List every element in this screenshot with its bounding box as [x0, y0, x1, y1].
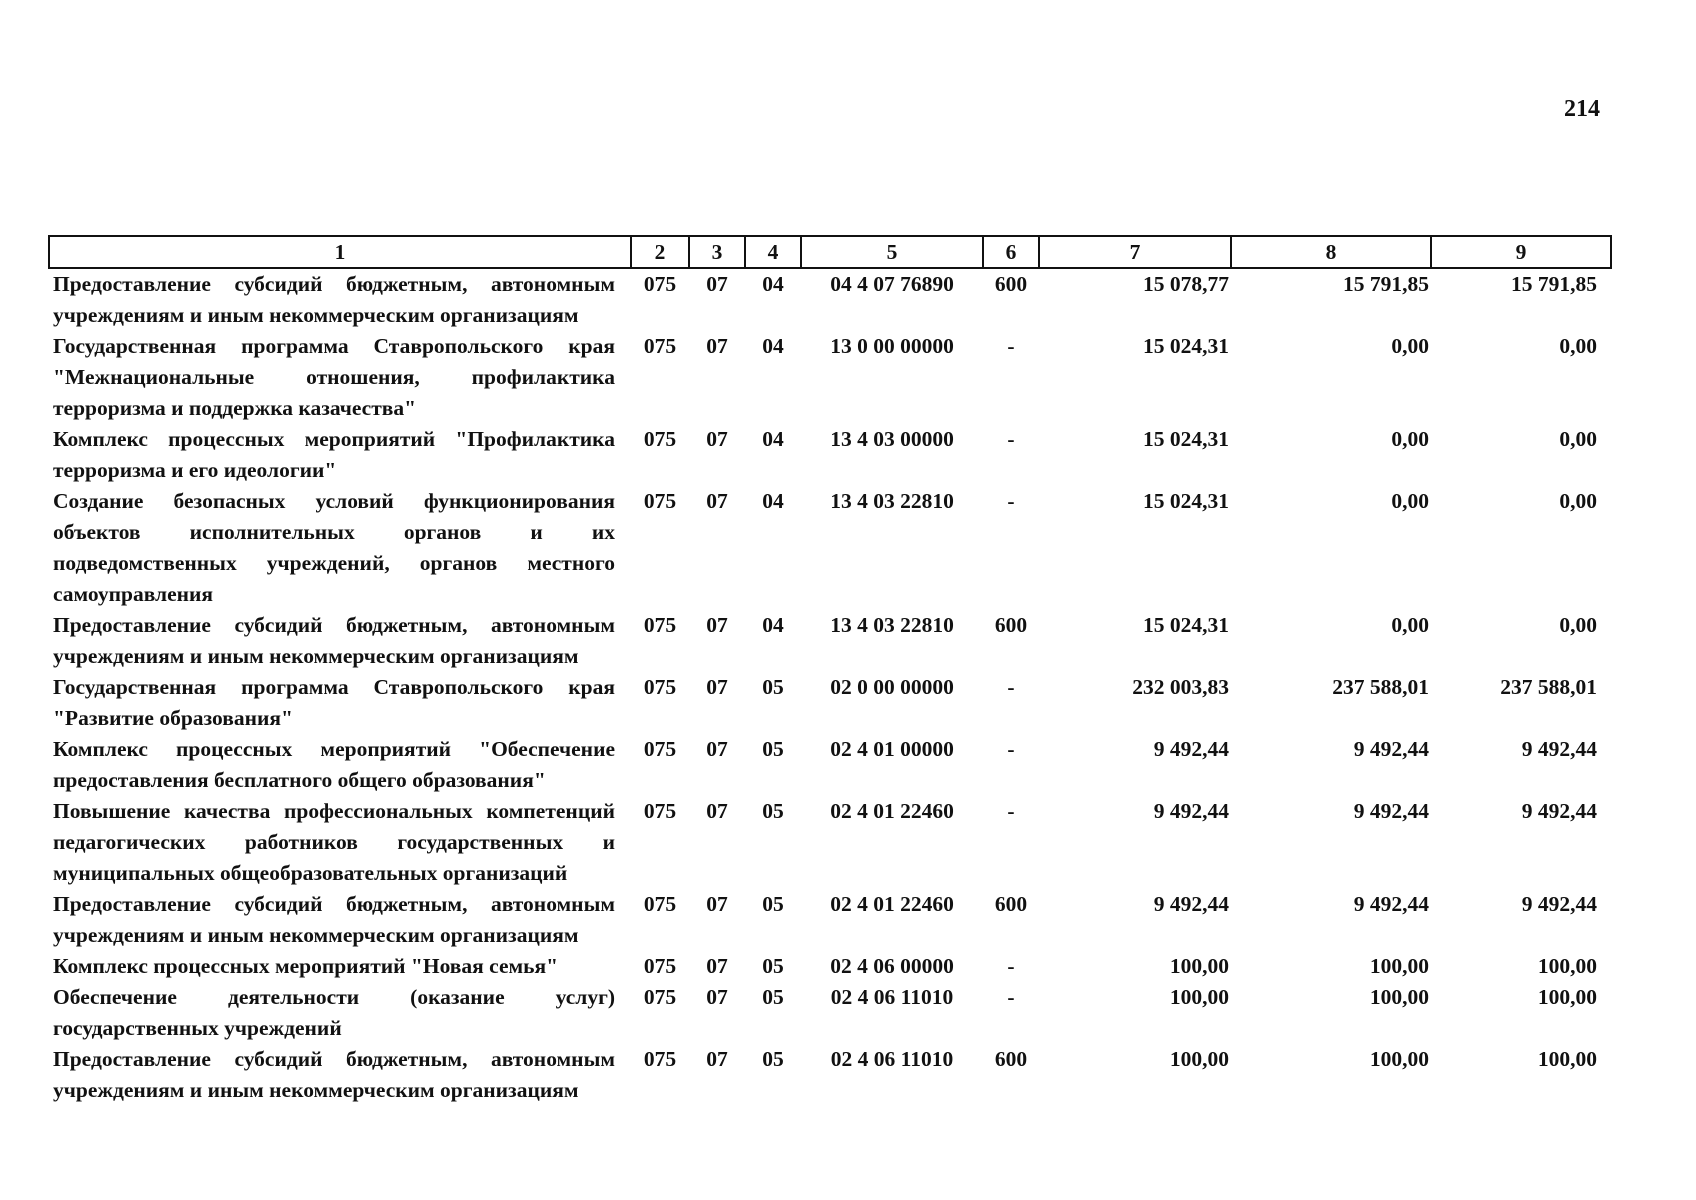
subsection-code: 05 — [762, 675, 784, 699]
section-code: 07 — [706, 799, 728, 823]
subsection-code: 05 — [762, 737, 784, 761]
expense-type-code: - — [1007, 675, 1015, 699]
amount-col-8: 15 791,85 — [1343, 272, 1429, 296]
expense-name: Комплекс процессных мероприятий "Профилактика терроризма и его идеологии" — [53, 427, 615, 482]
table-row — [49, 486, 1611, 610]
target-article-code: 13 4 03 22810 — [830, 489, 954, 513]
expense-type-code: - — [1007, 334, 1015, 358]
section-code: 07 — [706, 1047, 728, 1071]
section-code: 07 — [706, 737, 728, 761]
table-row — [49, 268, 1611, 331]
expense-type-code: 600 — [994, 892, 1028, 916]
expense-name: Предоставление субсидий бюджетным, автономным учреждениям и иным некоммерческим организациям — [53, 272, 615, 327]
page-number: 214 — [1564, 96, 1600, 122]
target-article-code: 02 4 01 22460 — [830, 892, 954, 916]
target-article-code: 02 4 01 22460 — [830, 799, 954, 823]
expense-type-code: 600 — [994, 272, 1028, 296]
amount-col-9: 0,00 — [1559, 489, 1597, 513]
expense-name: Создание безопасных условий функционирования объектов исполнительных органов и их подведомственных учреждений, органов местного самоуправления — [53, 489, 615, 606]
amount-col-9: 237 588,01 — [1500, 675, 1597, 699]
subsection-code: 05 — [762, 954, 784, 978]
expense-name: Комплекс процессных мероприятий "Обеспечение предоставления бесплатного общего образования" — [53, 737, 615, 792]
amount-col-7: 15 024,31 — [1143, 613, 1229, 637]
amount-col-7: 15 024,31 — [1143, 427, 1229, 451]
subsection-code: 05 — [762, 985, 784, 1009]
expense-name: Государственная программа Ставропольского края "Развитие образования" — [53, 675, 615, 730]
subsection-code: 04 — [762, 427, 784, 451]
amount-col-9: 100,00 — [1537, 985, 1597, 1009]
expense-name: Предоставление субсидий бюджетным, автономным учреждениям и иным некоммерческим организациям — [53, 1047, 615, 1102]
section-code: 07 — [706, 892, 728, 916]
amount-col-8: 9 492,44 — [1353, 799, 1429, 823]
amount-col-7: 100,00 — [1169, 1047, 1229, 1071]
table-row — [49, 796, 1611, 889]
expense-name: Обеспечение деятельности (оказание услуг) государственных учреждений — [53, 985, 615, 1040]
ministry-code: 075 — [643, 613, 677, 637]
subsection-code: 05 — [762, 1047, 784, 1071]
table-row — [49, 610, 1611, 672]
amount-col-9: 0,00 — [1559, 613, 1597, 637]
ministry-code: 075 — [643, 799, 677, 823]
table-row — [49, 424, 1611, 486]
amount-col-9: 0,00 — [1559, 334, 1597, 358]
target-article-code: 13 4 03 00000 — [830, 427, 954, 451]
column-header: 2 — [631, 236, 689, 268]
budget-table — [48, 235, 1612, 1106]
amount-col-8: 0,00 — [1391, 334, 1429, 358]
table-row — [49, 734, 1611, 796]
target-article-code: 04 4 07 76890 — [830, 272, 954, 296]
subsection-code: 04 — [762, 272, 784, 296]
column-header: 3 — [689, 236, 745, 268]
amount-col-9: 15 791,85 — [1511, 272, 1597, 296]
expense-type-code: - — [1007, 737, 1015, 761]
expense-type-code: 600 — [994, 613, 1028, 637]
column-header: 4 — [745, 236, 801, 268]
expense-name: Повышение качества профессиональных компетенций педагогических работников государственных и муниципальных общеобразовательных организаций — [53, 799, 615, 885]
amount-col-9: 9 492,44 — [1521, 892, 1597, 916]
amount-col-8: 0,00 — [1391, 427, 1429, 451]
subsection-code: 04 — [762, 489, 784, 513]
column-header: 7 — [1039, 236, 1231, 268]
ministry-code: 075 — [643, 675, 677, 699]
amount-col-7: 15 024,31 — [1143, 334, 1229, 358]
amount-col-7: 100,00 — [1169, 985, 1229, 1009]
subsection-code: 04 — [762, 334, 784, 358]
expense-type-code: - — [1007, 427, 1015, 451]
amount-col-9: 0,00 — [1559, 427, 1597, 451]
ministry-code: 075 — [643, 427, 677, 451]
expense-name: Комплекс процессных мероприятий "Новая семья" — [53, 954, 559, 978]
amount-col-8: 0,00 — [1391, 489, 1429, 513]
amount-col-8: 9 492,44 — [1353, 737, 1429, 761]
expense-type-code: - — [1007, 489, 1015, 513]
section-code: 07 — [706, 613, 728, 637]
amount-col-7: 15 024,31 — [1143, 489, 1229, 513]
section-code: 07 — [706, 427, 728, 451]
ministry-code: 075 — [643, 489, 677, 513]
expense-type-code: - — [1007, 954, 1015, 978]
amount-col-8: 100,00 — [1369, 985, 1429, 1009]
amount-col-7: 100,00 — [1169, 954, 1229, 978]
ministry-code: 075 — [643, 892, 677, 916]
amount-col-9: 9 492,44 — [1521, 799, 1597, 823]
table-row — [49, 982, 1611, 1044]
expense-name: Предоставление субсидий бюджетным, автономным учреждениям и иным некоммерческим организациям — [53, 892, 615, 947]
column-header: 9 — [1431, 236, 1611, 268]
target-article-code: 02 4 01 00000 — [830, 737, 954, 761]
column-header: 6 — [983, 236, 1039, 268]
section-code: 07 — [706, 272, 728, 296]
amount-col-8: 100,00 — [1369, 1047, 1429, 1071]
table-header-row — [49, 236, 1611, 268]
table-row — [49, 331, 1611, 424]
expense-name: Предоставление субсидий бюджетным, автономным учреждениям и иным некоммерческим организациям — [53, 613, 615, 668]
ministry-code: 075 — [643, 985, 677, 1009]
table-row — [49, 672, 1611, 734]
target-article-code: 02 4 06 11010 — [830, 985, 954, 1009]
target-article-code: 02 4 06 11010 — [830, 1047, 954, 1071]
ministry-code: 075 — [643, 954, 677, 978]
amount-col-9: 100,00 — [1537, 1047, 1597, 1071]
column-header: 5 — [801, 236, 983, 268]
amount-col-7: 232 003,83 — [1132, 675, 1229, 699]
ministry-code: 075 — [643, 334, 677, 358]
amount-col-8: 9 492,44 — [1353, 892, 1429, 916]
expense-name: Государственная программа Ставропольского края "Межнациональные отношения, профилактика терроризма и поддержка казачества" — [53, 334, 615, 420]
section-code: 07 — [706, 334, 728, 358]
expense-type-code: 600 — [994, 1047, 1028, 1071]
amount-col-9: 9 492,44 — [1521, 737, 1597, 761]
target-article-code: 02 4 06 00000 — [830, 954, 954, 978]
subsection-code: 04 — [762, 613, 784, 637]
ministry-code: 075 — [643, 1047, 677, 1071]
ministry-code: 075 — [643, 737, 677, 761]
amount-col-7: 15 078,77 — [1143, 272, 1229, 296]
amount-col-8: 237 588,01 — [1332, 675, 1429, 699]
column-header: 8 — [1231, 236, 1431, 268]
amount-col-8: 100,00 — [1369, 954, 1429, 978]
target-article-code: 13 4 03 22810 — [830, 613, 954, 637]
column-header: 1 — [49, 236, 631, 268]
table-row — [49, 951, 1611, 982]
section-code: 07 — [706, 954, 728, 978]
subsection-code: 05 — [762, 799, 784, 823]
expense-type-code: - — [1007, 985, 1015, 1009]
amount-col-8: 0,00 — [1391, 613, 1429, 637]
amount-col-9: 100,00 — [1537, 954, 1597, 978]
amount-col-7: 9 492,44 — [1153, 737, 1229, 761]
section-code: 07 — [706, 985, 728, 1009]
table-row — [49, 889, 1611, 951]
amount-col-7: 9 492,44 — [1153, 799, 1229, 823]
ministry-code: 075 — [643, 272, 677, 296]
target-article-code: 13 0 00 00000 — [830, 334, 954, 358]
section-code: 07 — [706, 489, 728, 513]
subsection-code: 05 — [762, 892, 784, 916]
table-row — [49, 1044, 1611, 1106]
amount-col-7: 9 492,44 — [1153, 892, 1229, 916]
expense-type-code: - — [1007, 799, 1015, 823]
target-article-code: 02 0 00 00000 — [830, 675, 954, 699]
section-code: 07 — [706, 675, 728, 699]
